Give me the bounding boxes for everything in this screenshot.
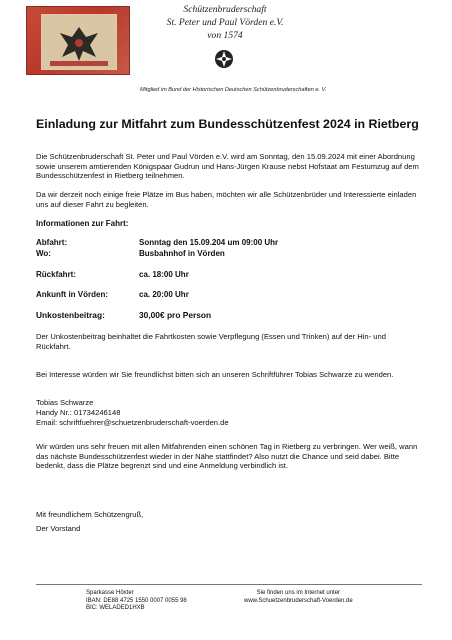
- where-value: Busbahnhof in Vörden: [139, 249, 225, 258]
- bank-name: Sparkasse Höxter: [86, 590, 134, 596]
- closing-paragraph: Wir würden uns sehr freuen mit allen Mitfahrenden einen schönen Tag in Rietberg zu verbringen. Wer weiß, wann das nächste Bundesschützenfest wieder in der Nähe stattfindet? Also nutzt die Chance und seid dabei. Bitte bedenkt, dass die Plätze begrenzt sind und eine Anmeldung verbindlich ist.: [36, 442, 418, 471]
- departure-value: Sonntag den 15.09.204 um 09:00 Uhr: [139, 238, 279, 247]
- info-heading: Informationen zur Fahrt:: [36, 219, 129, 228]
- page-title: Einladung zur Mitfahrt zum Bundesschützenfest 2024 in Rietberg: [36, 117, 419, 131]
- intro-paragraph: Die Schützenbruderschaft St. Peter und Paul Vörden e.V. wird am Sonntag, den 15.09.2024 mit einer Abordnung sowie unserem amtierenden Königspaar Gudrun und Hans-Jürgen Krause nebst Hofstaat am Festumzug auf dem Bundesschützenfest in Rietberg teilnehmen.: [36, 152, 419, 181]
- banner-flag-image: [26, 6, 130, 75]
- contact-email: Email: schriftfuehrer@schuetzenbruderschaft-voerden.de: [36, 418, 229, 427]
- fee-value: 30,00€ pro Person: [139, 310, 212, 320]
- footer-divider: [36, 584, 422, 585]
- cross-emblem-icon: [214, 48, 234, 75]
- where-label: Wo:: [36, 249, 51, 258]
- web-url[interactable]: www.Schuetzenbruderschaft-Voerden.de: [244, 597, 353, 604]
- departure-label: Abfahrt:: [36, 238, 68, 247]
- return-value: ca. 18:00 Uhr: [139, 270, 189, 279]
- fee-note: Der Unkostenbeitrag beinhaltet die Fahrtkosten sowie Verpflegung (Essen und Trinken) auf der Hin- und Rückfahrt.: [36, 332, 386, 351]
- arrival-row: [36, 290, 189, 299]
- org-name-line2: St. Peter und Paul Vörden e.V.: [166, 17, 284, 28]
- web-label: Sie finden uns im Internet unter: [256, 590, 341, 596]
- fee-label: Unkostenbeitrag:: [36, 310, 105, 320]
- bank-bic: BIC: WELADED1HXB: [86, 605, 145, 612]
- where-row: [36, 249, 225, 258]
- footer-web: [244, 590, 353, 605]
- return-row: [36, 270, 189, 279]
- fee-row: [36, 310, 212, 320]
- org-name-line1: Schützenbruderschaft: [183, 4, 267, 15]
- greeting: Mit freundlichem Schützengruß,: [36, 510, 144, 519]
- contact-phone: Handy Nr.: 01734246148: [36, 408, 121, 417]
- seats-paragraph: Da wir derzeit noch einige freie Plätze im Bus haben, möchten wir alle Schützenbrüder und Interessierte einladen uns auf dieser Fahrt zu begleiten.: [36, 190, 417, 209]
- return-label: Rückfahrt:: [36, 270, 77, 279]
- footer-bank: [86, 590, 187, 613]
- departure-row: [36, 238, 279, 247]
- contact-intro: Bei Interesse würden wir Sie freundlichst bitten sich an unseren Schriftführer Tobias Schwarze zu wenden.: [36, 370, 394, 379]
- membership-note: Mitglied im Bund der Historischen Deutschen Schützenbruderschaften e. V.: [140, 87, 327, 93]
- signature: Der Vorstand: [36, 524, 81, 533]
- org-name-line3: von 1574: [207, 30, 243, 41]
- eagle-crest-icon: [42, 15, 116, 69]
- arrival-value: ca. 20:00 Uhr: [139, 290, 189, 299]
- bank-iban: IBAN: DE88 4725 1550 0007 0055 98: [86, 597, 187, 604]
- banner-crest: [41, 14, 117, 70]
- contact-name: Tobias Schwarze: [36, 398, 94, 407]
- arrival-label: Ankunft in Vörden:: [36, 290, 108, 299]
